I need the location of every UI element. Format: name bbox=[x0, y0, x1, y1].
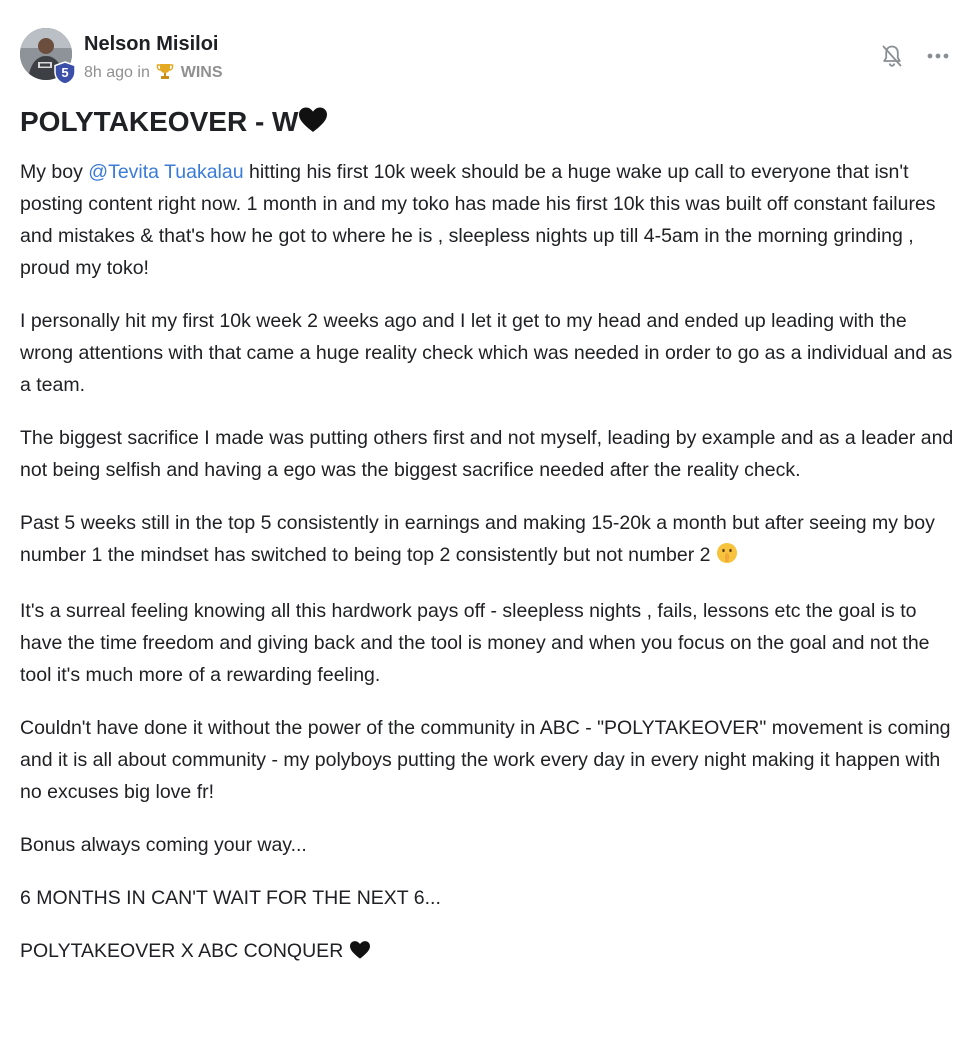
paragraph-9-text: POLYTAKEOVER X ABC CONQUER bbox=[20, 940, 349, 962]
shushing-face-icon bbox=[716, 542, 738, 574]
bell-off-icon bbox=[876, 40, 908, 72]
paragraph-4 bbox=[20, 507, 954, 574]
paragraph-5: It's a surreal feeling knowing all this hardwork pays off - sleepless nights , fails, lessons etc the goal is to have the time freedom and giving back and the tool is money and when you focus on the goal and not the tool it's much more of a rewarding feeling. bbox=[20, 600, 930, 686]
more-horizontal-icon bbox=[922, 40, 954, 72]
mute-notifications-button[interactable] bbox=[876, 40, 908, 72]
post-title bbox=[20, 104, 956, 143]
paragraph-9 bbox=[20, 935, 954, 970]
paragraph-1 bbox=[20, 156, 954, 284]
more-options-button[interactable] bbox=[922, 40, 954, 72]
paragraph-1-prefix: My boy bbox=[20, 161, 89, 183]
black-heart-icon bbox=[298, 106, 328, 143]
category-link[interactable]: WINS bbox=[180, 64, 223, 81]
level-badge bbox=[54, 61, 76, 85]
in-label: in bbox=[137, 64, 150, 81]
paragraph-1-text: hitting his first 10k week should be a huge wake up call to everyone that isn't posting content right now. 1 month in and my toko has made his first 10k this was built off constant failures and mistakes & that's how he got to where he is , sleepless nights up till 4-5am in the morning grinding , proud my toko! bbox=[20, 161, 936, 279]
paragraph-3: The biggest sacrifice I made was putting others first and not myself, leading by example and as a leader and not being selfish and having a ego was the biggest sacrifice needed after the reality check. bbox=[20, 427, 954, 481]
trophy-icon bbox=[156, 62, 174, 86]
author-avatar-group[interactable] bbox=[20, 28, 72, 80]
post-meta bbox=[84, 62, 223, 86]
level-number: 5 bbox=[61, 65, 69, 80]
post-body bbox=[20, 156, 954, 991]
paragraph-8: 6 MONTHS IN CAN'T WAIT FOR THE NEXT 6... bbox=[20, 887, 441, 909]
paragraph-4-text: Past 5 weeks still in the top 5 consistently in earnings and making 15-20k a month but after seeing my boy number 1 the mindset has switched to being top 2 consistently but not number 2 bbox=[20, 512, 935, 566]
post-time[interactable]: 8h ago bbox=[84, 64, 133, 81]
black-heart-icon bbox=[349, 938, 371, 970]
paragraph-6: Couldn't have done it without the power of the community in ABC - "POLYTAKEOVER" movement is coming and it is all about community - my polyboys putting the work every day in every night making it happen with no excuses big love fr! bbox=[20, 717, 951, 803]
paragraph-7: Bonus always coming your way... bbox=[20, 834, 307, 856]
user-mention-link[interactable]: @Tevita Tuakalau bbox=[88, 161, 244, 183]
author-name[interactable]: Nelson Misiloi bbox=[84, 33, 219, 55]
paragraph-2: I personally hit my first 10k week 2 weeks ago and I let it get to my head and ended up leading with the wrong attentions with that came a huge reality check which was needed in order to go as a individual and as a team. bbox=[20, 310, 953, 396]
post-title-text: POLYTAKEOVER - W bbox=[20, 106, 299, 137]
post-header bbox=[20, 28, 956, 84]
